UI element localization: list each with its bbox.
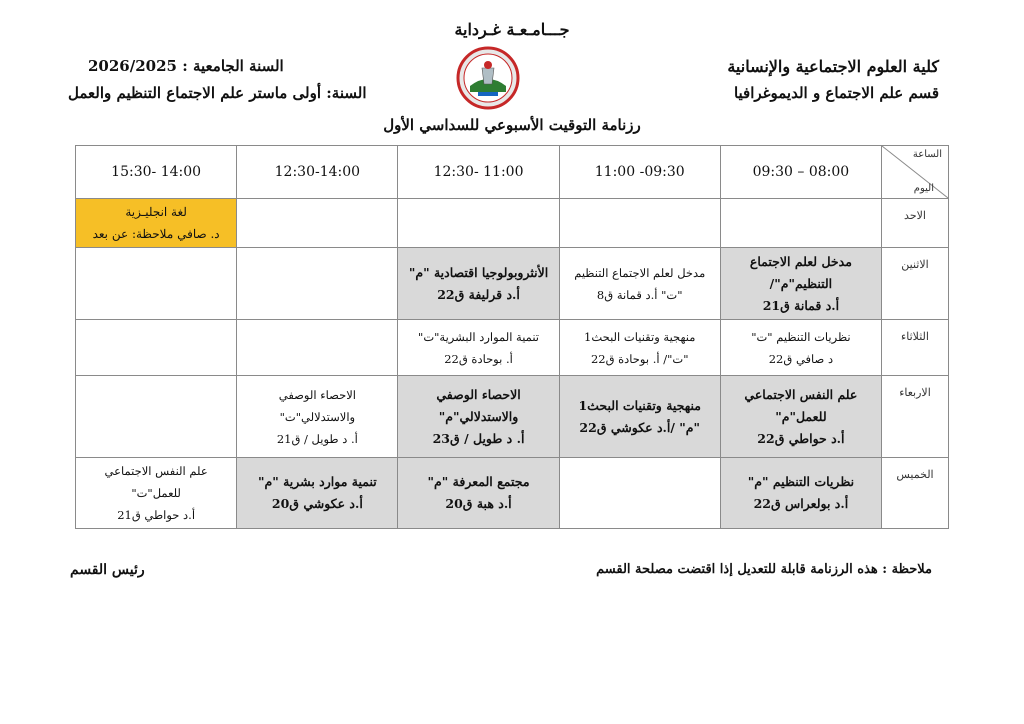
department-name: قسم علم الاجتماع و الديموغرافيا	[733, 84, 939, 102]
day-row	[76, 320, 949, 376]
schedule-cell	[720, 248, 881, 320]
course-line: أ.د هبة ق20	[445, 496, 512, 511]
academic-year	[88, 57, 284, 75]
day-row	[76, 248, 949, 320]
course-line: "م" /أ.د عكوشي ق22	[579, 419, 701, 435]
course-line: أ.د عكوشي ق20	[271, 496, 363, 511]
time-header-row	[76, 146, 949, 199]
schedule-cell	[237, 376, 398, 458]
course-line: أ. بوحادة ق22	[444, 351, 513, 366]
schedule-cell	[398, 248, 559, 320]
academic-year-label: السنة الجامعية :	[182, 57, 284, 75]
day-label: الثلاثاء	[882, 320, 949, 376]
schedule-cell	[398, 376, 559, 458]
department-head-label: رئيس القسم	[70, 562, 145, 578]
schedule-cell	[237, 199, 398, 248]
day-label: الاربعاء	[882, 376, 949, 458]
course-line: أ.د قرليفة ق22	[437, 286, 520, 302]
weekly-schedule-table	[75, 145, 949, 529]
time-slot-5: 14:00 -15:30	[76, 146, 237, 199]
study-level: السنة: أولى ماستر علم الاجتماع التنظيم والعمل	[68, 84, 367, 102]
course-line: "ت" أ.د قمانة ق8	[596, 287, 683, 302]
schedule-cell	[559, 320, 720, 376]
time-slot-2: 09:30- 11:00	[559, 146, 720, 199]
schedule-cell	[76, 320, 237, 376]
course-line: علم النفس الاجتماعي للعمل"م"	[744, 386, 858, 424]
course-line: أ.د بولعراس ق22	[753, 496, 849, 511]
course-line: د. صافي ملاحظة: عن بعد	[92, 227, 220, 241]
course-line: الاحصاء الوصفي	[436, 386, 521, 402]
schedule-cell	[76, 199, 237, 248]
course-line: الأنثروبولوجيا اقتصادية "م"	[408, 264, 549, 280]
schedule-cell	[398, 458, 559, 529]
day-row	[76, 376, 949, 458]
faculty-name: كلية العلوم الاجتماعية والإنسانية	[727, 57, 939, 76]
course-line: منهجية وتقنيات البحث1	[578, 397, 701, 413]
schedule-cell	[720, 199, 881, 248]
schedule-cell	[398, 320, 559, 376]
course-line: تنمية الموارد البشرية"ت"	[418, 329, 540, 344]
schedule-cell	[720, 320, 881, 376]
course-line: تنمية موارد بشرية "م"	[257, 474, 377, 489]
course-line: مدخل لعلم الاجتماع التنظيم	[574, 265, 706, 280]
day-row	[76, 458, 949, 529]
schedule-cell	[559, 199, 720, 248]
university-name: جـــامـعـة غـرداية	[454, 20, 570, 39]
day-label: الاحد	[882, 199, 949, 248]
course-line: مدخل لعلم الاجتماع التنظيم"م"/	[749, 253, 852, 291]
academic-year-value: 2026/2025	[88, 57, 177, 75]
schedule-note: ملاحظة : هذه الرزنامة قابلة للتعديل إذا اقتضت مصلحة القسم	[596, 562, 932, 577]
day-row	[76, 199, 949, 248]
schedule-cell	[76, 458, 237, 529]
course-line: أ.د حواطي ق21	[117, 508, 196, 522]
time-slot-3: 11:00 -12:30	[398, 146, 559, 199]
schedule-cell	[720, 376, 881, 458]
schedule-cell	[76, 376, 237, 458]
university-logo-icon	[456, 46, 520, 110]
course-line: أ. د طويل / ق21	[276, 431, 358, 446]
course-line: "ت"/ أ. بوحادة ق22	[590, 351, 689, 366]
schedule-cell	[559, 458, 720, 529]
corner-day-label: اليوم	[913, 183, 934, 194]
course-line: الاحصاء الوصفي والاستدلالي"ت"	[278, 387, 356, 424]
course-line: أ.د قمانة ق21	[762, 297, 840, 313]
corner-cell	[882, 146, 949, 199]
schedule-cell	[237, 248, 398, 320]
day-label: الخميس	[882, 458, 949, 529]
course-line: منهجية وتقنيات البحث1	[584, 329, 696, 344]
course-line: والاستدلالي"م"	[438, 408, 519, 424]
course-line: علم النفس الاجتماعي للعمل"ت"	[104, 464, 208, 500]
corner-hour-label: الساعة	[912, 149, 942, 160]
time-slot-1: 08:00 – 09:30	[720, 146, 881, 199]
course-line: د صافي ق22	[768, 351, 834, 366]
course-line: أ.د حواطي ق22	[757, 430, 845, 446]
course-line: لغة انجليـزية	[125, 205, 187, 219]
schedule-title: رزنامة التوقيت الأسبوعي للسداسي الأول	[383, 116, 641, 134]
schedule-cell	[398, 199, 559, 248]
course-line: أ. د طويل / ق23	[432, 430, 525, 446]
schedule-cell	[559, 248, 720, 320]
course-line: مجتمع المعرفة "م"	[427, 474, 530, 489]
schedule-cell	[76, 248, 237, 320]
schedule-cell	[237, 320, 398, 376]
schedule-cell	[237, 458, 398, 529]
course-line: نظريات التنظيم "م"	[747, 474, 855, 489]
day-label: الاثنين	[882, 248, 949, 320]
schedule-cell	[720, 458, 881, 529]
schedule-cell	[559, 376, 720, 458]
course-line: نظريات التنظيم "ت"	[751, 329, 851, 344]
time-slot-4: 12:30-14:00	[237, 146, 398, 199]
